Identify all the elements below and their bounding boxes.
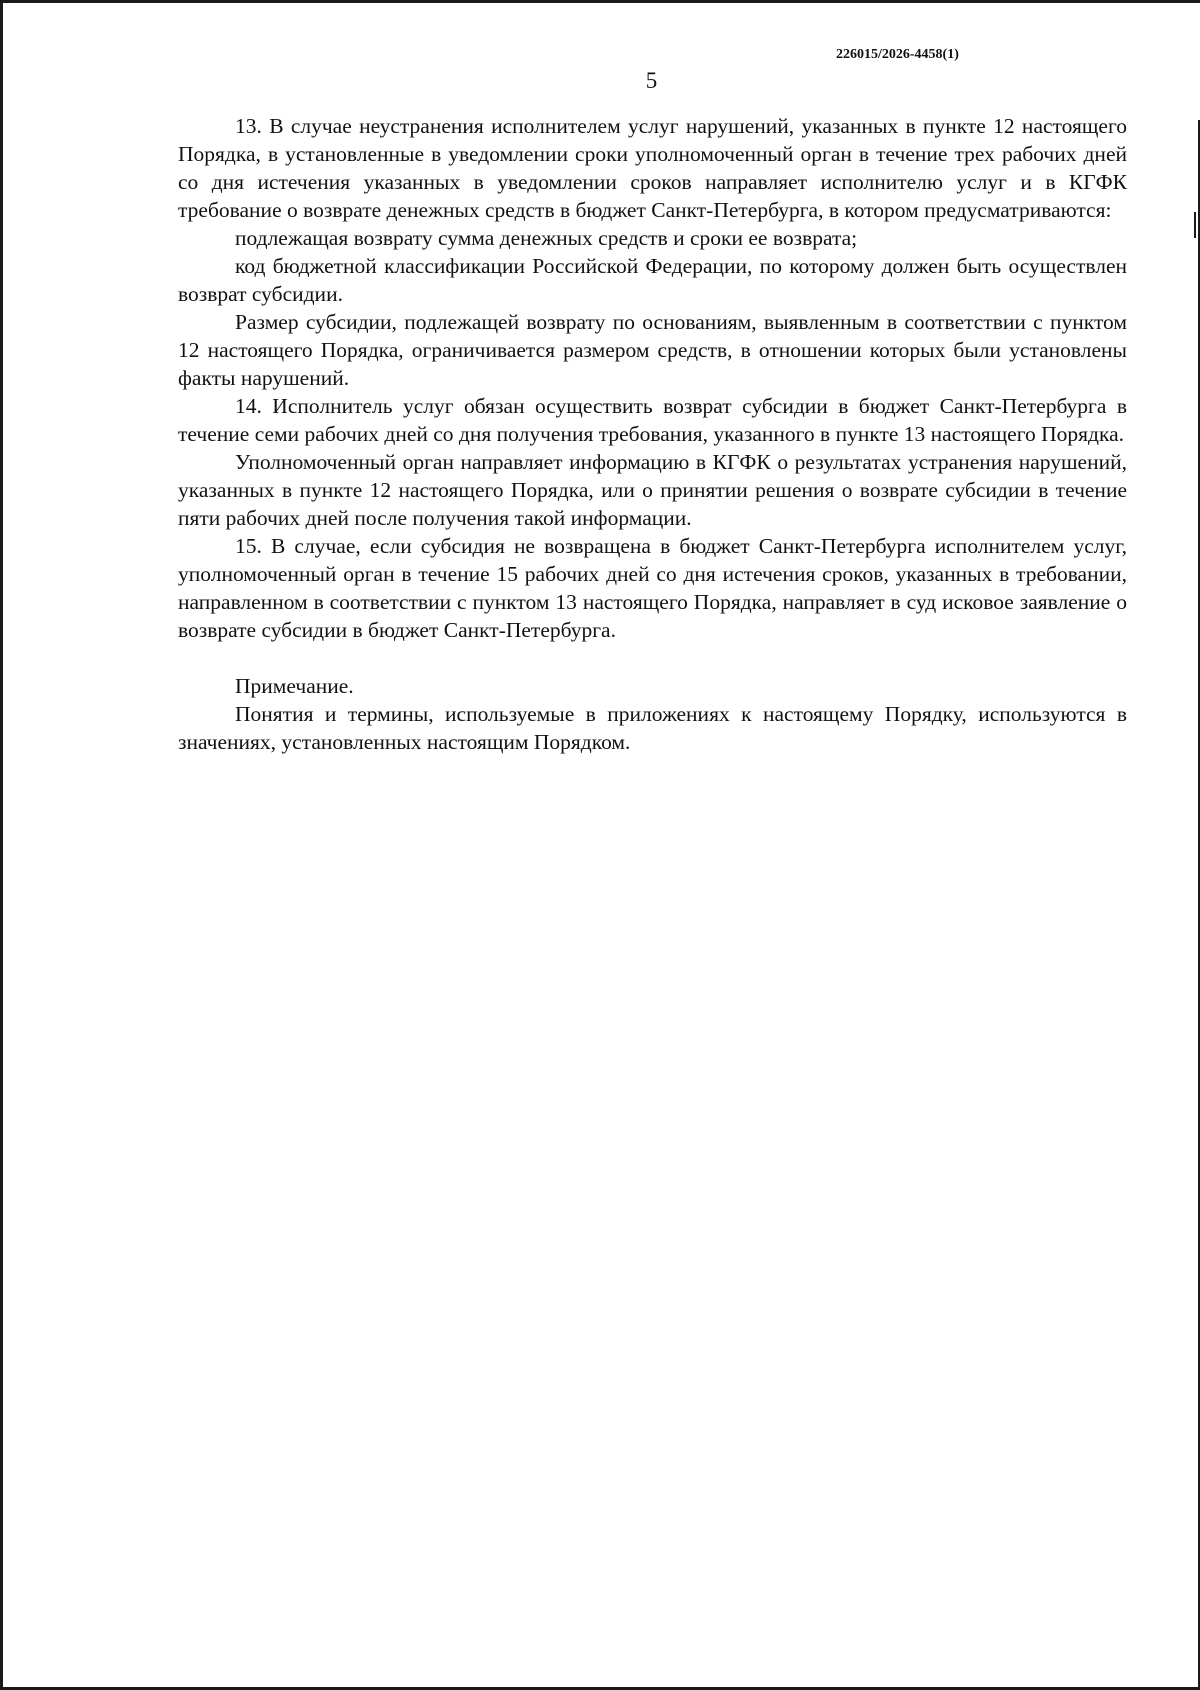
note-title: Примечание. bbox=[235, 674, 354, 698]
document-body bbox=[178, 112, 1127, 756]
paragraph-kgfk-info: Уполномоченный орган направляет информацию в КГФК о результатах устранения нарушений, указанных в пункте 12 настоящего Порядка, или о принятии решения о возврате субсидии в течение пяти рабочих дней после получения такой информации. bbox=[178, 450, 1127, 530]
paragraph-return-amount: подлежащая возврату сумма денежных средств и сроки ее возврата; bbox=[235, 226, 858, 250]
paragraph-subsidy-size: Размер субсидии, подлежащей возврату по основаниям, выявленным в соответствии с пунктом 12 настоящего Порядка, ограничивается размером средств, в отношении которых были установлены факты нарушений. bbox=[178, 310, 1127, 390]
paragraph-15: 15. В случае, если субсидия не возвращена в бюджет Санкт-Петербурга исполнителем услуг, уполномоченный орган в течение 15 рабочих дней со дня истечения сроков, указанных в требовании, направленном в соответствии с пунктом 13 настоящего Порядка, направляет в суд исковое заявление о возврате субсидии в бюджет Санкт-Петербурга. bbox=[178, 534, 1127, 642]
page-number: 5 bbox=[645, 68, 658, 93]
scan-border-top bbox=[0, 0, 1200, 3]
document-number: 226015/2026-4458(1) bbox=[836, 47, 959, 62]
paragraph-14: 14. Исполнитель услуг обязан осуществить возврат субсидии в бюджет Санкт-Петербурга в течение семи рабочих дней со дня получения требования, указанного в пункте 13 настоящего Порядка. bbox=[178, 394, 1127, 446]
note-text: Понятия и термины, используемые в приложениях к настоящему Порядку, используются в значениях, установленных настоящим Порядком. bbox=[178, 702, 1127, 754]
scan-border-left bbox=[0, 0, 3, 1690]
scan-mark-right bbox=[1194, 212, 1196, 238]
spacer bbox=[178, 644, 1127, 672]
paragraph-budget-code: код бюджетной классификации Российской Федерации, по которому должен быть осуществлен возврат субсидии. bbox=[178, 254, 1127, 306]
paragraph-13: 13. В случае неустранения исполнителем услуг нарушений, указанных в пункте 12 настоящего Порядка, в установленные в уведомлении сроки уполномоченный орган в течение трех рабочих дней со дня истечения указанных в уведомлении сроков направляет исполнителю услуг и в КГФК требование о возврате денежных средств в бюджет Санкт-Петербурга, в котором предусматриваются: bbox=[178, 114, 1127, 222]
